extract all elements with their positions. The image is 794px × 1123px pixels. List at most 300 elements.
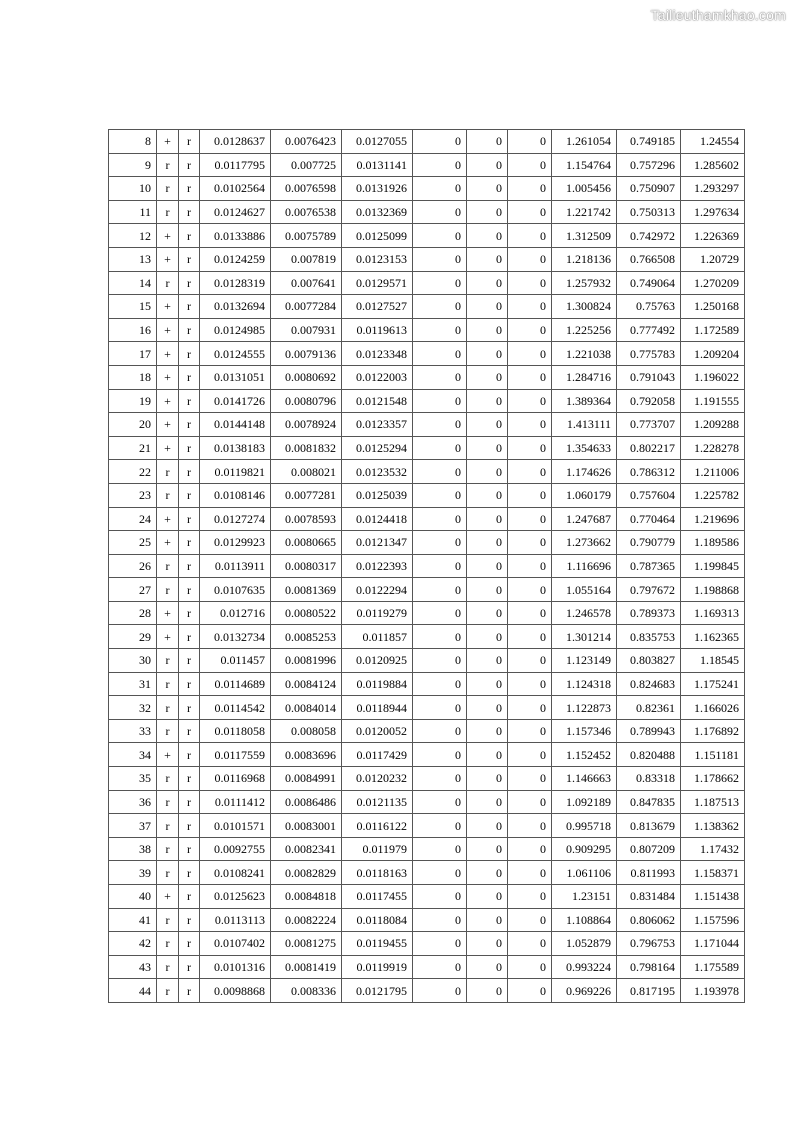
cell-sign-1: r (157, 200, 179, 224)
cell-row-number: 26 (109, 554, 157, 578)
table-row (109, 554, 745, 578)
cell-ratio-b: 0.775783 (617, 342, 681, 366)
cell-value-a: 0.0124985 (200, 318, 271, 342)
cell-zero-2: 0 (467, 672, 508, 696)
cell-row-number: 31 (109, 672, 157, 696)
cell-zero-1: 0 (413, 696, 467, 720)
cell-value-c: 0.0119455 (342, 932, 413, 956)
cell-value-c: 0.0124418 (342, 507, 413, 531)
cell-ratio-b: 0.749064 (617, 271, 681, 295)
table-row (109, 743, 745, 767)
cell-ratio-c: 1.209204 (681, 342, 745, 366)
cell-zero-3: 0 (508, 979, 552, 1003)
cell-ratio-c: 1.151181 (681, 743, 745, 767)
cell-zero-3: 0 (508, 436, 552, 460)
cell-value-b: 0.0084014 (271, 696, 342, 720)
cell-sign-2: r (179, 625, 200, 649)
cell-value-a: 0.0119821 (200, 460, 271, 484)
cell-ratio-b: 0.777492 (617, 318, 681, 342)
cell-ratio-b: 0.806062 (617, 908, 681, 932)
cell-zero-1: 0 (413, 224, 467, 248)
cell-value-a: 0.0133886 (200, 224, 271, 248)
cell-sign-1: + (157, 318, 179, 342)
cell-sign-1: r (157, 460, 179, 484)
cell-sign-2: r (179, 743, 200, 767)
table-row (109, 908, 745, 932)
cell-row-number: 11 (109, 200, 157, 224)
cell-sign-1: + (157, 413, 179, 437)
cell-ratio-c: 1.176892 (681, 719, 745, 743)
cell-ratio-c: 1.151438 (681, 885, 745, 909)
cell-zero-3: 0 (508, 554, 552, 578)
cell-value-a: 0.012716 (200, 601, 271, 625)
cell-ratio-c: 1.175241 (681, 672, 745, 696)
cell-zero-2: 0 (467, 507, 508, 531)
cell-value-b: 0.007641 (271, 271, 342, 295)
cell-sign-2: r (179, 153, 200, 177)
cell-ratio-c: 1.198868 (681, 578, 745, 602)
cell-sign-2: r (179, 578, 200, 602)
cell-row-number: 15 (109, 295, 157, 319)
cell-value-b: 0.0084124 (271, 672, 342, 696)
cell-sign-2: r (179, 342, 200, 366)
cell-zero-1: 0 (413, 601, 467, 625)
cell-sign-1: r (157, 719, 179, 743)
cell-zero-3: 0 (508, 200, 552, 224)
cell-zero-3: 0 (508, 885, 552, 909)
cell-value-b: 0.0080796 (271, 389, 342, 413)
cell-value-a: 0.0131051 (200, 365, 271, 389)
cell-ratio-b: 0.757604 (617, 483, 681, 507)
cell-value-a: 0.0129923 (200, 531, 271, 555)
cell-zero-2: 0 (467, 224, 508, 248)
cell-row-number: 16 (109, 318, 157, 342)
cell-zero-2: 0 (467, 578, 508, 602)
cell-sign-1: + (157, 507, 179, 531)
cell-value-c: 0.0123532 (342, 460, 413, 484)
cell-value-c: 0.0116122 (342, 814, 413, 838)
cell-ratio-b: 0.813679 (617, 814, 681, 838)
table-row (109, 885, 745, 909)
cell-sign-2: r (179, 436, 200, 460)
cell-ratio-c: 1.193978 (681, 979, 745, 1003)
cell-zero-1: 0 (413, 672, 467, 696)
cell-sign-1: + (157, 295, 179, 319)
cell-zero-3: 0 (508, 507, 552, 531)
cell-zero-2: 0 (467, 554, 508, 578)
cell-value-b: 0.0080692 (271, 365, 342, 389)
cell-value-a: 0.0132694 (200, 295, 271, 319)
table-row (109, 295, 745, 319)
cell-sign-1: r (157, 271, 179, 295)
table-row (109, 696, 745, 720)
cell-ratio-b: 0.789373 (617, 601, 681, 625)
cell-ratio-a: 1.225256 (552, 318, 617, 342)
cell-value-c: 0.0120925 (342, 649, 413, 673)
cell-ratio-b: 0.802217 (617, 436, 681, 460)
cell-zero-3: 0 (508, 130, 552, 154)
cell-ratio-c: 1.225782 (681, 483, 745, 507)
cell-value-b: 0.0083696 (271, 743, 342, 767)
cell-ratio-b: 0.75763 (617, 295, 681, 319)
cell-sign-1: + (157, 365, 179, 389)
cell-zero-1: 0 (413, 318, 467, 342)
cell-sign-1: r (157, 767, 179, 791)
cell-value-c: 0.011857 (342, 625, 413, 649)
cell-sign-2: r (179, 295, 200, 319)
cell-value-c: 0.0117455 (342, 885, 413, 909)
cell-ratio-a: 1.116696 (552, 554, 617, 578)
cell-sign-2: r (179, 247, 200, 271)
cell-value-c: 0.0121795 (342, 979, 413, 1003)
cell-ratio-c: 1.178662 (681, 767, 745, 791)
table-row (109, 224, 745, 248)
cell-sign-1: + (157, 625, 179, 649)
cell-row-number: 20 (109, 413, 157, 437)
table-row (109, 177, 745, 201)
cell-zero-2: 0 (467, 295, 508, 319)
cell-zero-3: 0 (508, 365, 552, 389)
cell-ratio-c: 1.169313 (681, 601, 745, 625)
cell-value-b: 0.007725 (271, 153, 342, 177)
cell-ratio-a: 1.157346 (552, 719, 617, 743)
cell-ratio-c: 1.199845 (681, 554, 745, 578)
cell-zero-1: 0 (413, 837, 467, 861)
table-row (109, 130, 745, 154)
table-row (109, 625, 745, 649)
cell-zero-1: 0 (413, 932, 467, 956)
table-row (109, 601, 745, 625)
table-row (109, 271, 745, 295)
cell-value-a: 0.0111412 (200, 790, 271, 814)
cell-value-c: 0.0119279 (342, 601, 413, 625)
cell-zero-2: 0 (467, 177, 508, 201)
cell-ratio-c: 1.219696 (681, 507, 745, 531)
cell-zero-3: 0 (508, 672, 552, 696)
cell-ratio-c: 1.166026 (681, 696, 745, 720)
cell-zero-1: 0 (413, 908, 467, 932)
cell-ratio-b: 0.749185 (617, 130, 681, 154)
cell-row-number: 24 (109, 507, 157, 531)
cell-ratio-a: 1.146663 (552, 767, 617, 791)
cell-sign-2: r (179, 955, 200, 979)
cell-sign-2: r (179, 365, 200, 389)
cell-zero-3: 0 (508, 413, 552, 437)
cell-zero-1: 0 (413, 554, 467, 578)
cell-value-c: 0.0123153 (342, 247, 413, 271)
cell-value-b: 0.0084991 (271, 767, 342, 791)
cell-value-b: 0.0079136 (271, 342, 342, 366)
cell-ratio-a: 0.993224 (552, 955, 617, 979)
cell-ratio-a: 0.995718 (552, 814, 617, 838)
cell-row-number: 12 (109, 224, 157, 248)
cell-sign-1: + (157, 389, 179, 413)
cell-value-b: 0.007819 (271, 247, 342, 271)
cell-ratio-b: 0.807209 (617, 837, 681, 861)
cell-zero-3: 0 (508, 460, 552, 484)
cell-row-number: 9 (109, 153, 157, 177)
cell-ratio-a: 1.301214 (552, 625, 617, 649)
cell-ratio-a: 1.284716 (552, 365, 617, 389)
cell-zero-1: 0 (413, 413, 467, 437)
cell-value-c: 0.0121135 (342, 790, 413, 814)
cell-zero-3: 0 (508, 649, 552, 673)
cell-zero-2: 0 (467, 200, 508, 224)
cell-sign-1: + (157, 342, 179, 366)
cell-zero-2: 0 (467, 271, 508, 295)
cell-sign-2: r (179, 224, 200, 248)
cell-zero-3: 0 (508, 814, 552, 838)
cell-ratio-a: 1.221742 (552, 200, 617, 224)
cell-zero-2: 0 (467, 318, 508, 342)
cell-value-c: 0.0117429 (342, 743, 413, 767)
table-row (109, 247, 745, 271)
table-row (109, 483, 745, 507)
cell-value-b: 0.0086486 (271, 790, 342, 814)
cell-value-a: 0.0107402 (200, 932, 271, 956)
cell-sign-1: r (157, 908, 179, 932)
cell-value-c: 0.0131141 (342, 153, 413, 177)
cell-ratio-a: 1.312509 (552, 224, 617, 248)
table-row (109, 413, 745, 437)
cell-ratio-a: 1.174626 (552, 460, 617, 484)
cell-zero-2: 0 (467, 790, 508, 814)
cell-value-b: 0.0080317 (271, 554, 342, 578)
table-row (109, 342, 745, 366)
cell-zero-2: 0 (467, 696, 508, 720)
cell-value-c: 0.0119613 (342, 318, 413, 342)
cell-zero-2: 0 (467, 719, 508, 743)
cell-zero-3: 0 (508, 767, 552, 791)
cell-zero-1: 0 (413, 342, 467, 366)
cell-zero-1: 0 (413, 247, 467, 271)
cell-row-number: 43 (109, 955, 157, 979)
cell-row-number: 14 (109, 271, 157, 295)
cell-ratio-a: 1.413111 (552, 413, 617, 437)
cell-ratio-b: 0.811993 (617, 861, 681, 885)
cell-value-c: 0.0118944 (342, 696, 413, 720)
cell-ratio-c: 1.24554 (681, 130, 745, 154)
cell-sign-2: r (179, 672, 200, 696)
cell-ratio-a: 1.389364 (552, 389, 617, 413)
cell-ratio-b: 0.789943 (617, 719, 681, 743)
cell-ratio-b: 0.835753 (617, 625, 681, 649)
cell-sign-1: r (157, 814, 179, 838)
cell-zero-3: 0 (508, 271, 552, 295)
cell-row-number: 22 (109, 460, 157, 484)
table-row (109, 955, 745, 979)
table-row (109, 200, 745, 224)
cell-value-b: 0.0084818 (271, 885, 342, 909)
cell-value-b: 0.008058 (271, 719, 342, 743)
cell-row-number: 44 (109, 979, 157, 1003)
cell-sign-2: r (179, 200, 200, 224)
cell-row-number: 25 (109, 531, 157, 555)
cell-zero-3: 0 (508, 861, 552, 885)
cell-zero-1: 0 (413, 295, 467, 319)
cell-value-b: 0.0078924 (271, 413, 342, 437)
cell-sign-2: r (179, 767, 200, 791)
cell-ratio-c: 1.196022 (681, 365, 745, 389)
cell-ratio-b: 0.773707 (617, 413, 681, 437)
cell-ratio-a: 1.257932 (552, 271, 617, 295)
cell-ratio-a: 0.909295 (552, 837, 617, 861)
cell-row-number: 19 (109, 389, 157, 413)
cell-sign-1: + (157, 743, 179, 767)
cell-zero-3: 0 (508, 696, 552, 720)
cell-value-a: 0.0124259 (200, 247, 271, 271)
cell-sign-2: r (179, 483, 200, 507)
table-row (109, 979, 745, 1003)
cell-sign-1: r (157, 696, 179, 720)
cell-value-a: 0.0144148 (200, 413, 271, 437)
cell-zero-2: 0 (467, 932, 508, 956)
cell-sign-1: + (157, 130, 179, 154)
cell-zero-3: 0 (508, 389, 552, 413)
cell-value-b: 0.0081832 (271, 436, 342, 460)
cell-sign-1: + (157, 224, 179, 248)
cell-value-b: 0.0080522 (271, 601, 342, 625)
cell-sign-1: + (157, 601, 179, 625)
cell-value-a: 0.0108241 (200, 861, 271, 885)
cell-ratio-c: 1.250168 (681, 295, 745, 319)
cell-sign-1: r (157, 153, 179, 177)
cell-ratio-b: 0.770464 (617, 507, 681, 531)
cell-sign-1: r (157, 979, 179, 1003)
cell-value-a: 0.0116968 (200, 767, 271, 791)
cell-value-b: 0.0083001 (271, 814, 342, 838)
cell-value-b: 0.0081419 (271, 955, 342, 979)
cell-sign-2: r (179, 271, 200, 295)
cell-zero-3: 0 (508, 578, 552, 602)
cell-zero-2: 0 (467, 436, 508, 460)
cell-ratio-a: 1.247687 (552, 507, 617, 531)
cell-value-a: 0.0101571 (200, 814, 271, 838)
cell-ratio-b: 0.797672 (617, 578, 681, 602)
cell-zero-2: 0 (467, 649, 508, 673)
cell-zero-2: 0 (467, 365, 508, 389)
cell-ratio-c: 1.162365 (681, 625, 745, 649)
cell-value-c: 0.0122003 (342, 365, 413, 389)
cell-ratio-c: 1.17432 (681, 837, 745, 861)
cell-sign-2: r (179, 837, 200, 861)
cell-ratio-a: 1.122873 (552, 696, 617, 720)
cell-value-a: 0.0113113 (200, 908, 271, 932)
cell-sign-2: r (179, 413, 200, 437)
cell-sign-1: r (157, 837, 179, 861)
table-row (109, 719, 745, 743)
cell-row-number: 29 (109, 625, 157, 649)
cell-sign-1: r (157, 672, 179, 696)
cell-zero-1: 0 (413, 153, 467, 177)
cell-value-c: 0.0119919 (342, 955, 413, 979)
cell-sign-2: r (179, 507, 200, 531)
cell-value-c: 0.0120052 (342, 719, 413, 743)
cell-ratio-c: 1.228278 (681, 436, 745, 460)
cell-ratio-a: 1.124318 (552, 672, 617, 696)
cell-ratio-b: 0.796753 (617, 932, 681, 956)
cell-ratio-a: 1.055164 (552, 578, 617, 602)
cell-zero-1: 0 (413, 200, 467, 224)
cell-ratio-a: 1.221038 (552, 342, 617, 366)
cell-ratio-b: 0.820488 (617, 743, 681, 767)
cell-zero-3: 0 (508, 625, 552, 649)
table-row (109, 649, 745, 673)
cell-ratio-a: 1.246578 (552, 601, 617, 625)
cell-value-c: 0.0118163 (342, 861, 413, 885)
table-row (109, 460, 745, 484)
data-table (108, 129, 745, 1003)
cell-row-number: 33 (109, 719, 157, 743)
cell-value-b: 0.0077284 (271, 295, 342, 319)
cell-zero-3: 0 (508, 932, 552, 956)
cell-zero-3: 0 (508, 955, 552, 979)
table-row (109, 861, 745, 885)
cell-zero-3: 0 (508, 247, 552, 271)
cell-ratio-a: 1.061106 (552, 861, 617, 885)
cell-ratio-b: 0.798164 (617, 955, 681, 979)
cell-value-a: 0.0118058 (200, 719, 271, 743)
table-row (109, 531, 745, 555)
table-row (109, 318, 745, 342)
cell-sign-2: r (179, 389, 200, 413)
cell-sign-2: r (179, 177, 200, 201)
cell-ratio-b: 0.757296 (617, 153, 681, 177)
cell-value-a: 0.011457 (200, 649, 271, 673)
cell-ratio-c: 1.211006 (681, 460, 745, 484)
cell-value-a: 0.0127274 (200, 507, 271, 531)
cell-value-a: 0.0107635 (200, 578, 271, 602)
cell-zero-3: 0 (508, 295, 552, 319)
cell-zero-1: 0 (413, 885, 467, 909)
cell-zero-3: 0 (508, 318, 552, 342)
cell-value-a: 0.0132734 (200, 625, 271, 649)
cell-value-c: 0.0125294 (342, 436, 413, 460)
cell-row-number: 34 (109, 743, 157, 767)
cell-sign-1: r (157, 790, 179, 814)
cell-zero-2: 0 (467, 861, 508, 885)
cell-zero-2: 0 (467, 413, 508, 437)
cell-ratio-a: 1.052879 (552, 932, 617, 956)
cell-ratio-a: 1.123149 (552, 649, 617, 673)
table-row (109, 153, 745, 177)
cell-ratio-a: 1.23151 (552, 885, 617, 909)
cell-zero-1: 0 (413, 861, 467, 885)
cell-value-a: 0.0125623 (200, 885, 271, 909)
cell-value-b: 0.008021 (271, 460, 342, 484)
cell-ratio-a: 1.108864 (552, 908, 617, 932)
cell-row-number: 13 (109, 247, 157, 271)
cell-value-a: 0.0108146 (200, 483, 271, 507)
cell-value-c: 0.0131926 (342, 177, 413, 201)
cell-ratio-a: 1.060179 (552, 483, 617, 507)
cell-ratio-c: 1.175589 (681, 955, 745, 979)
cell-value-c: 0.0121548 (342, 389, 413, 413)
cell-zero-2: 0 (467, 885, 508, 909)
cell-zero-2: 0 (467, 743, 508, 767)
cell-value-a: 0.0101316 (200, 955, 271, 979)
cell-zero-2: 0 (467, 955, 508, 979)
cell-value-c: 0.0122294 (342, 578, 413, 602)
cell-ratio-c: 1.270209 (681, 271, 745, 295)
cell-ratio-c: 1.285602 (681, 153, 745, 177)
table-row (109, 672, 745, 696)
cell-zero-3: 0 (508, 743, 552, 767)
cell-sign-2: r (179, 318, 200, 342)
cell-ratio-c: 1.138362 (681, 814, 745, 838)
cell-ratio-c: 1.297634 (681, 200, 745, 224)
cell-value-b: 0.0081369 (271, 578, 342, 602)
